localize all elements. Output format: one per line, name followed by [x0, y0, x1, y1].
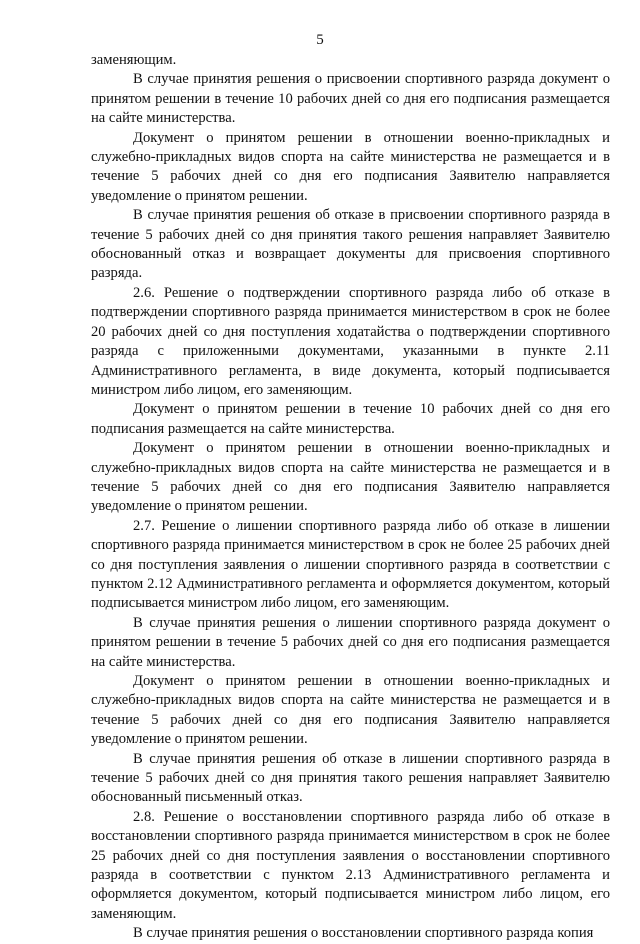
- paragraph-section-2-6: 2.6. Решение о подтверждении спортивного разряда либо об отказе в подтверждении спортивного разряда принимается министерством в срок не более 20 рабочих дней со дня поступления ходатайства о подтверждении спортивного разряда с приложенными документами, указанными в пункте 2.11 Административного регламента, в виде документа, который подписывается министром либо лицом, его заменяющим.: [91, 284, 610, 398]
- paragraph-continuation: заменяющим.: [91, 52, 177, 68]
- paragraph-military-sports-notice-2: Документ о принятом решении в отношении военно-прикладных и служебно-прикладных видов спорта на сайте министерства не размещается и в течение 5 рабочих дней со дня его подписания Заявителю направляется уведомление о принятом решении.: [91, 440, 610, 515]
- paragraph-restoration-copy: В случае принятия решения о восстановлении спортивного разряда копия: [133, 925, 594, 942]
- page-number: 5: [316, 32, 324, 48]
- document-body: [91, 51, 610, 944]
- paragraph-confirmation-publication: Документ о принятом решении в течение 10 рабочих дней со дня его подписания размещается на сайте министерства.: [91, 401, 610, 437]
- paragraph-section-2-8: 2.8. Решение о восстановлении спортивного разряда либо об отказе в восстановлении спортивного разряда принимается министерством в срок не более 25 рабочих дней со дня поступления заявления о восстановлении спортивного разряда в соответствии с пунктом 2.13 Административного регламента и оформляется документом, который подписывается министром либо лицом, его заменяющим.: [91, 808, 610, 922]
- paragraph-assignment-refusal: В случае принятия решения об отказе в присвоении спортивного разряда в течение 5 рабочих дней со дня принятия такого решения направляет Заявителю обоснованный отказ и возвращает документы для присвоения спортивного разряда.: [91, 207, 610, 282]
- paragraph-deprivation-publication: В случае принятия решения о лишении спортивного разряда документ о принятом решении в течение 5 рабочих дней со дня его подписания размещается на сайте министерства.: [91, 614, 610, 670]
- paragraph-military-sports-notice-3: Документ о принятом решении в отношении военно-прикладных и служебно-прикладных видов спорта на сайте министерства не размещается и в течение 5 рабочих дней со дня его подписания Заявителю направляется уведомление о принятом решении.: [91, 673, 610, 748]
- paragraph-military-sports-notice: Документ о принятом решении в отношении военно-прикладных и служебно-прикладных видов спорта на сайте министерства не размещается и в течение 5 рабочих дней со дня его подписания Заявителю направляется уведомление о принятом решении.: [91, 129, 610, 204]
- paragraph-assignment-publication: В случае принятия решения о присвоении спортивного разряда документ о принятом решении в течение 10 рабочих дней со дня его подписания размещается на сайте министерства.: [91, 71, 610, 127]
- paragraph-deprivation-refusal: В случае принятия решения об отказе в лишении спортивного разряда в течение 5 рабочих дней со дня принятия такого решения направляет Заявителю обоснованный письменный отказ.: [91, 750, 610, 806]
- paragraph-section-2-7: 2.7. Решение о лишении спортивного разряда либо об отказе в лишении спортивного разряда принимается министерством в срок не более 25 рабочих дней со дня поступления заявления о лишении спортивного разряда в соответствии с пунктом 2.12 Административного регламента и оформляется документом, который подписывается министром либо лицом, его заменяющим.: [91, 517, 610, 612]
